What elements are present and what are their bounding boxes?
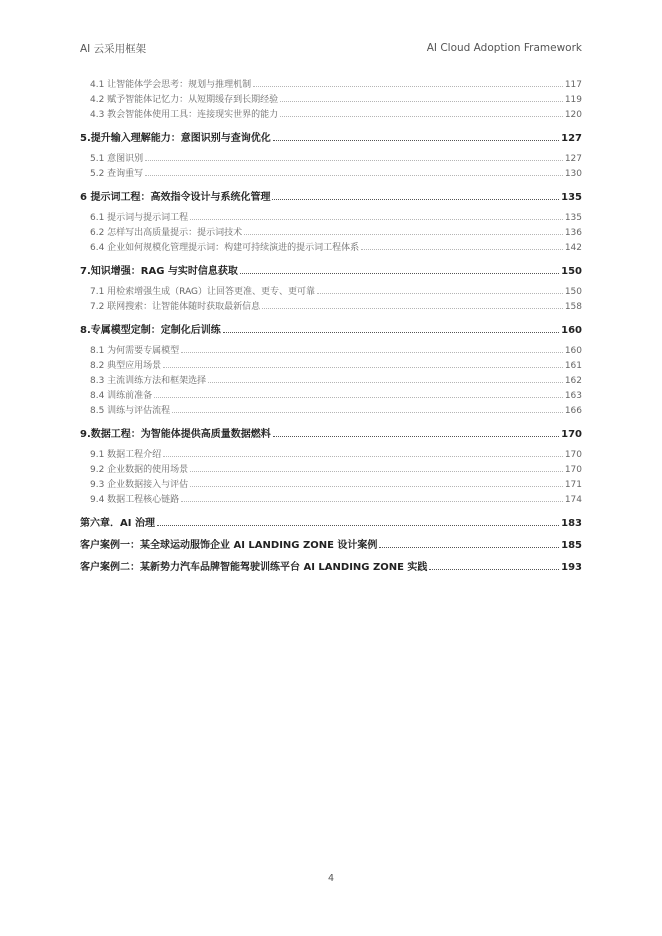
page-header [80, 40, 582, 56]
dot-leader [262, 307, 563, 309]
toc-chapter-label: 5.提升输入理解能力：意图识别与查询优化 [80, 133, 271, 144]
toc-entry-page: 120 [564, 110, 582, 120]
dot-leader [280, 100, 563, 102]
dot-leader [379, 546, 559, 548]
toc-chapter-page: 183 [561, 518, 582, 529]
page-number: 4 [327, 873, 335, 884]
dot-leader [190, 218, 563, 220]
toc-chapter-six-ai-governance[interactable] [80, 513, 582, 535]
toc-entry-label: 4.3 教会智能体使用工具：连接现实世界的能力 [90, 110, 279, 120]
toc-entry-page: 171 [564, 480, 582, 490]
toc-chapter-9[interactable] [80, 424, 582, 446]
toc-entry-label: 6.2 怎样写出高质量提示：提示词技术 [90, 228, 243, 238]
toc-entry-label: 4.1 让智能体学会思考：规划与推理机制 [90, 80, 252, 90]
toc-entry-page: 127 [564, 154, 582, 164]
dot-leader [145, 174, 563, 176]
toc-entry-label: 8.1 为何需要专属模型 [90, 346, 180, 356]
toc-entry-page: 170 [564, 465, 582, 475]
toc-entry-label: 7.1 用检索增强生成（RAG）让回答更准、更专、更可靠 [90, 287, 316, 297]
toc-entry-label: 6.1 提示词与提示词工程 [90, 213, 189, 223]
toc-chapter-label: 9.数据工程：为智能体提供高质量数据燃料 [80, 429, 271, 440]
toc-entry-7-1[interactable] [80, 285, 582, 300]
toc-entry-page: 119 [564, 95, 582, 105]
toc-chapter-7[interactable] [80, 261, 582, 283]
table-of-contents [80, 78, 582, 579]
toc-chapter-page: 193 [561, 562, 582, 573]
toc-entry-label: 8.3 主流训练方法和框架选择 [90, 376, 207, 386]
toc-chapter-page: 135 [561, 192, 582, 203]
toc-chapter-label: 客户案例一：某全球运动服饰企业 AI LANDING ZONE 设计案例 [80, 540, 378, 551]
toc-chapter-page: 185 [561, 540, 582, 551]
dot-leader [154, 396, 563, 398]
toc-entry-label: 5.2 查询重写 [90, 169, 144, 179]
toc-entry-page: 158 [564, 302, 582, 312]
toc-entry-label: 8.2 典型应用场景 [90, 361, 162, 371]
toc-chapter-label: 第六章．AI 治理 [80, 518, 155, 529]
toc-entry-page: 174 [564, 495, 582, 505]
dot-leader [172, 411, 563, 413]
toc-entry-page: 135 [564, 213, 582, 223]
toc-entry-page: 136 [564, 228, 582, 238]
toc-chapter-label: 6 提示词工程：高效指令设计与系统化管理 [80, 192, 271, 203]
toc-entry-page: 170 [564, 450, 582, 460]
toc-entry-page: 130 [564, 169, 582, 179]
toc-entry-4-2[interactable] [80, 93, 582, 108]
dot-leader [190, 470, 563, 472]
dot-leader [429, 568, 559, 570]
toc-case-study-2[interactable] [80, 557, 582, 579]
toc-entry-8-2[interactable] [80, 359, 582, 374]
toc-entry-page: 160 [564, 346, 582, 356]
toc-entry-5-1[interactable] [80, 152, 582, 167]
dot-leader [157, 524, 559, 526]
toc-entry-9-2[interactable] [80, 463, 582, 478]
dot-leader [273, 435, 559, 437]
toc-entry-label: 5.1 意图识别 [90, 154, 144, 164]
toc-entry-6-2[interactable] [80, 226, 582, 241]
toc-entry-label: 9.4 数据工程核心链路 [90, 495, 180, 505]
dot-leader [145, 159, 563, 161]
dot-leader [223, 331, 559, 333]
toc-entry-9-3[interactable] [80, 478, 582, 493]
dot-leader [163, 455, 563, 457]
toc-entry-9-4[interactable] [80, 493, 582, 508]
header-title-chinese: AI 云采用框架 [80, 42, 147, 55]
toc-chapter-page: 127 [561, 133, 582, 144]
dot-leader [317, 292, 563, 294]
toc-entry-6-4[interactable] [80, 241, 582, 256]
header-title-english: AI Cloud Adoption Framework [426, 42, 582, 54]
toc-entry-label: 9.2 企业数据的使用场景 [90, 465, 189, 475]
dot-leader [361, 248, 563, 250]
dot-leader [272, 198, 559, 200]
dot-leader [253, 85, 563, 87]
toc-entry-8-5[interactable] [80, 404, 582, 419]
toc-entry-9-1[interactable] [80, 448, 582, 463]
toc-entry-8-1[interactable] [80, 344, 582, 359]
toc-entry-label: 7.2 联网搜索：让智能体随时获取最新信息 [90, 302, 261, 312]
toc-entry-label: 9.1 数据工程介绍 [90, 450, 162, 460]
toc-chapter-page: 170 [561, 429, 582, 440]
dot-leader [181, 351, 563, 353]
toc-entry-page: 162 [564, 376, 582, 386]
toc-chapter-page: 160 [561, 325, 582, 336]
toc-entry-page: 161 [564, 361, 582, 371]
dot-leader [190, 485, 563, 487]
toc-entry-page: 117 [564, 80, 582, 90]
toc-chapter-label: 7.知识增强：RAG 与实时信息获取 [80, 266, 238, 277]
toc-chapter-page: 150 [561, 266, 582, 277]
dot-leader [240, 272, 559, 274]
toc-entry-5-2[interactable] [80, 167, 582, 182]
toc-chapter-8[interactable] [80, 320, 582, 342]
toc-case-study-1[interactable] [80, 535, 582, 557]
dot-leader [280, 115, 563, 117]
toc-entry-label: 4.2 赋予智能体记忆力：从短期缓存到长期经验 [90, 95, 279, 105]
toc-entry-label: 9.3 企业数据接入与评估 [90, 480, 189, 490]
dot-leader [208, 381, 563, 383]
toc-entry-7-2[interactable] [80, 300, 582, 315]
toc-entry-label: 8.4 训练前准备 [90, 391, 153, 401]
toc-entry-4-1[interactable] [80, 78, 582, 93]
dot-leader [273, 139, 559, 141]
toc-chapter-5[interactable] [80, 128, 582, 150]
toc-entry-6-1[interactable] [80, 211, 582, 226]
toc-entry-label: 6.4 企业如何规模化管理提示词：构建可持续演进的提示词工程体系 [90, 243, 360, 253]
dot-leader [181, 500, 563, 502]
toc-entry-page: 150 [564, 287, 582, 297]
toc-entry-8-3[interactable] [80, 374, 582, 389]
toc-chapter-label: 客户案例二：某新势力汽车品牌智能驾驶训练平台 AI LANDING ZONE 实践 [80, 562, 428, 573]
toc-entry-page: 163 [564, 391, 582, 401]
toc-chapter-6[interactable] [80, 187, 582, 209]
toc-chapter-label: 8.专属模型定制：定制化后训练 [80, 325, 221, 336]
toc-entry-8-4[interactable] [80, 389, 582, 404]
toc-entry-4-3[interactable] [80, 108, 582, 123]
toc-entry-label: 8.5 训练与评估流程 [90, 406, 171, 416]
dot-leader [163, 366, 563, 368]
toc-entry-page: 166 [564, 406, 582, 416]
toc-entry-page: 142 [564, 243, 582, 253]
dot-leader [244, 233, 563, 235]
